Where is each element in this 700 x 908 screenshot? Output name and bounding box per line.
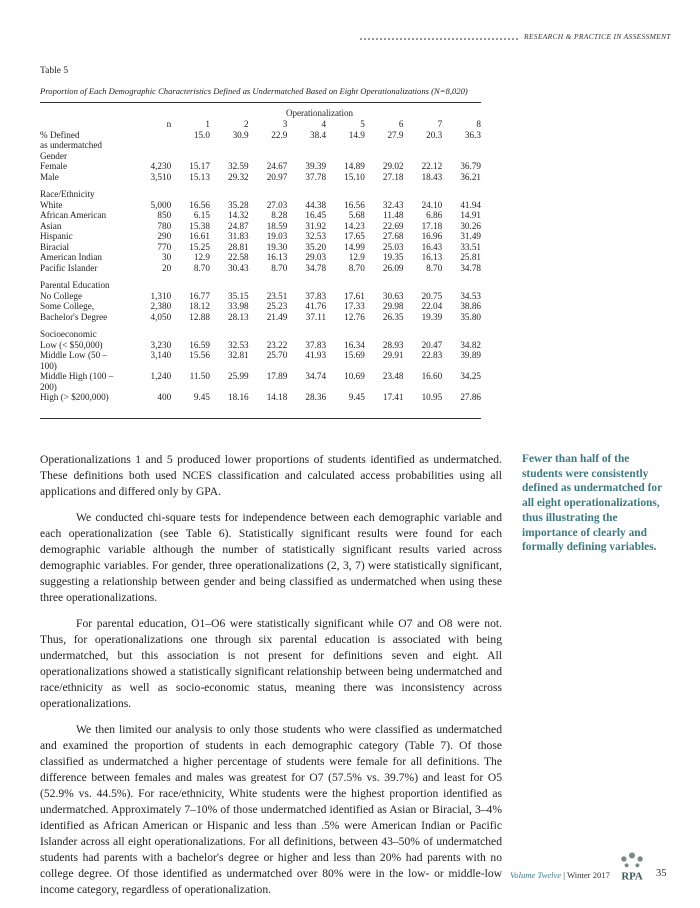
- rpa-logo-icon: [614, 850, 650, 886]
- table-cell: 15.69: [344, 350, 365, 360]
- footer-issue: Winter 2017: [567, 870, 610, 880]
- table-cell: 11.48: [383, 210, 404, 220]
- table-cell-n: 2,380: [150, 301, 172, 311]
- table-cell: 41.93: [305, 350, 327, 360]
- table-cell: 8.70: [348, 262, 365, 273]
- table-cell: 41.94: [460, 199, 481, 210]
- section-header-row: [40, 280, 481, 291]
- table-cell: 34.78: [305, 262, 327, 273]
- table-cell: 30.26: [460, 220, 481, 231]
- table-cell: 23.22: [266, 339, 288, 350]
- table-cell: 27.18: [382, 171, 404, 182]
- table-cell: 24.67: [266, 161, 288, 171]
- table-cell: 28.93: [382, 339, 404, 350]
- table-cell: 29.91: [382, 350, 404, 360]
- table-top-rule: [40, 102, 481, 103]
- table-cell: 23.48: [382, 371, 404, 381]
- table-row-cont: [40, 361, 481, 372]
- table-cell: 39.39: [305, 161, 327, 171]
- table-cell: 5.68: [348, 210, 365, 220]
- gap-cell: [40, 322, 481, 329]
- table-cell: 21.49: [266, 311, 288, 322]
- column-header-row: [40, 119, 481, 130]
- table-cell: 25.23: [266, 301, 288, 311]
- row-label: Male: [40, 171, 59, 182]
- table-cell: 12.88: [189, 311, 210, 322]
- table-cell: 10.95: [421, 392, 443, 402]
- table-cell: 26.35: [382, 311, 404, 322]
- table-cell: 29.98: [382, 301, 404, 311]
- table-cell-n: 5,000: [150, 199, 172, 210]
- table-cell: 14.32: [227, 210, 249, 220]
- body-paragraph: For parental education, O1–O6 were statistically significant while O7 and O8 were not. Thus, for operationalizations one through six parental education is associated with being undermatched, but this association is not present for definitions seven and eight. All operationalizations showed a statistically significant relationship between being undermatched and race/ethnicity as well as socio-economic status, meaning there was inconsistency across operationalizations.: [40, 617, 502, 710]
- table-row: [40, 221, 481, 232]
- column-header: 3: [282, 119, 288, 129]
- table-row: [40, 242, 481, 253]
- table-row: [40, 350, 481, 361]
- table-cell: 18.59: [266, 220, 288, 231]
- table-cell: 33.98: [227, 301, 249, 311]
- table-cell: 16.96: [421, 231, 443, 241]
- table-cell: 37.83: [305, 290, 327, 301]
- body-text: [40, 452, 502, 908]
- table-cell: 12.9: [348, 252, 365, 262]
- table-cell: 15.56: [189, 350, 210, 360]
- row-label: Asian: [40, 220, 62, 231]
- table-cell: 35.28: [227, 199, 249, 210]
- table-cell: 18.43: [421, 171, 443, 182]
- table-cell: 25.81: [460, 252, 481, 262]
- table-cell: 16.77: [189, 290, 210, 301]
- section-gap: [40, 322, 481, 329]
- table-cell: 16.43: [421, 241, 443, 252]
- table-cell: 16.13: [421, 252, 443, 262]
- table-cell: 31.83: [227, 231, 249, 241]
- table-cell: 25.70: [266, 350, 288, 360]
- table-cell: 32.53: [305, 231, 327, 241]
- table-cell: 32.53: [227, 339, 249, 350]
- table-cell: 14.9: [348, 129, 365, 140]
- table-label: Table 5: [40, 66, 69, 76]
- table-cell: 36.79: [460, 161, 481, 171]
- table-row: [40, 231, 481, 242]
- table-cell: 17.18: [421, 220, 443, 231]
- table-cell: 15.38: [189, 220, 210, 231]
- table-cell-n: 770: [157, 241, 172, 252]
- column-header: n: [166, 119, 172, 129]
- table-cell: 27.9: [387, 129, 404, 140]
- table-cell: 12.9: [193, 252, 210, 262]
- row-label: Hispanic: [40, 231, 73, 241]
- table-cell: 19.39: [421, 311, 443, 322]
- table-row: [40, 161, 481, 172]
- column-header: 1: [205, 119, 210, 129]
- column-header: 4: [321, 119, 327, 129]
- table-cell: 39.89: [460, 350, 481, 360]
- table-cell: 24.10: [421, 199, 443, 210]
- table-cell: 30.63: [382, 290, 404, 301]
- table-cell: 16.61: [189, 231, 210, 241]
- table-cell: 17.41: [382, 392, 404, 402]
- table-cell-n: 3,230: [150, 339, 172, 350]
- table-cell: 35.15: [227, 290, 249, 301]
- table-cell: 15.0: [193, 129, 210, 140]
- table-cell: 22.9: [271, 129, 288, 140]
- column-header-blank: [40, 119, 128, 130]
- table-cell: 12.76: [344, 311, 365, 322]
- row-label-cont: as undermatched: [40, 140, 102, 150]
- page-number: 35: [656, 868, 667, 879]
- table-cell: 24.87: [227, 220, 249, 231]
- table-cell-n: 400: [157, 392, 172, 402]
- table-row: [40, 392, 481, 403]
- row-label: Some College,: [40, 301, 95, 311]
- table-row: [40, 371, 481, 382]
- table-cell: 22.69: [382, 220, 404, 231]
- table-cell: 41.76: [305, 301, 327, 311]
- table-cell-n: 780: [157, 220, 172, 231]
- table-cell: 37.78: [305, 171, 327, 182]
- body-paragraph: We then limited our analysis to only those students who were classified as undermatched and examined the proportion of students in each demographic category (Table 7). Of those classified as undermatched a higher percentage of students were female for all definitions. The difference between females and males was greatest for O7 (57.5% vs. 39.7%) and least for O5 (52.9% vs. 44.5%). For race/ethnicity, White students were the highest proportion identified as undermatched. Approximately 7–10% of those undermatched identified as Asian or Biracial, 3–4% identified as African American or Hispanic and less than .5% were American Indian or Pacific Islander across all eight operationalizations. For all definitions, between 43–50% of undermatched students had parents with a bachelor's degree or higher and less than 20% had parents with no college degree. Of those identified as undermatched over 80% were in the low- or middle-low income category, regardless of operationalization.: [40, 723, 502, 896]
- row-label: Bachelor's Degree: [40, 311, 108, 322]
- table-cell: 14.23: [344, 220, 365, 231]
- table-row: [40, 172, 481, 183]
- section-title: Race/Ethnicity: [40, 189, 95, 199]
- operationalization-group-header: Operationalization: [286, 108, 353, 118]
- demographics-table: [40, 119, 481, 403]
- table-cell: 16.59: [189, 339, 210, 350]
- table-cell: 22.04: [421, 301, 443, 311]
- table-cell: 15.10: [344, 171, 365, 182]
- table-cell: 36.21: [460, 171, 481, 182]
- section-title: Gender: [40, 150, 68, 161]
- table-cell: 34.78: [460, 262, 481, 273]
- table-cell: 28.81: [227, 241, 249, 252]
- table-cell: 16.34: [344, 339, 365, 350]
- table-cell-n: 3,140: [150, 350, 172, 360]
- row-label: Pacific Islander: [40, 262, 98, 273]
- gap-cell: [40, 273, 481, 280]
- row-label: Biracial: [40, 241, 70, 252]
- row-label: American Indian: [40, 252, 102, 262]
- table-cell: 17.89: [266, 371, 288, 381]
- table-cell: 17.61: [344, 290, 365, 301]
- table-cell: 8.70: [426, 262, 443, 273]
- table-row: [40, 263, 481, 274]
- table-cell: 9.45: [348, 392, 365, 402]
- table-cell-n: 850: [157, 210, 172, 220]
- table-cell: 25.03: [382, 241, 404, 252]
- table-cell: 8.28: [271, 210, 288, 220]
- table-cell: 32.81: [227, 350, 249, 360]
- column-header: 5: [360, 119, 365, 129]
- section-header-row: [40, 329, 481, 340]
- table-cell: 15.25: [189, 241, 210, 252]
- table-cell: 14.91: [460, 210, 481, 220]
- table-cell: 27.03: [266, 199, 288, 210]
- row-label: Female: [40, 161, 68, 171]
- table-cell: 17.33: [344, 301, 365, 311]
- pct-defined-row-cont: [40, 140, 481, 151]
- column-header: 2: [244, 119, 249, 129]
- table-cell: 25.99: [227, 371, 249, 381]
- section-title: Socioeconomic: [40, 329, 97, 339]
- table-cell: 8.70: [193, 262, 210, 273]
- table-cell: 16.56: [189, 199, 210, 210]
- table-cell: 15.17: [189, 161, 210, 171]
- row-label-cont: 100): [40, 360, 57, 371]
- table-cell: 38.86: [460, 301, 481, 311]
- table-cell: 18.16: [227, 392, 249, 402]
- section-header-row: [40, 189, 481, 200]
- table-cell-n: 20: [162, 262, 172, 273]
- table-cell: 19.35: [382, 252, 404, 262]
- table-row: [40, 301, 481, 312]
- table-cell: 22.12: [421, 161, 443, 171]
- row-label: Low (< $50,000): [40, 339, 103, 350]
- table-cell: 18.12: [189, 301, 210, 311]
- table-cell: 29.32: [227, 171, 249, 182]
- body-paragraph: Operationalizations 1 and 5 produced lower proportions of students identified as undermatched. These definitions both used NCES classification and calculated access probabilities using all applications and differed only by GPA.: [40, 453, 502, 498]
- table-cell: 29.03: [305, 252, 327, 262]
- table-row: [40, 291, 481, 302]
- column-header: 6: [398, 119, 404, 129]
- row-label: African American: [40, 210, 107, 220]
- table-cell: 32.43: [382, 199, 404, 210]
- table-cell: 28.36: [305, 392, 327, 402]
- column-header: 7: [437, 119, 443, 129]
- table-cell: 20.97: [266, 171, 288, 182]
- table-cell: 16.45: [305, 210, 327, 220]
- footer: [510, 870, 610, 880]
- table-cell-n: [128, 130, 171, 141]
- logo-text: RPA: [621, 870, 643, 883]
- row-label: % Defined: [40, 129, 80, 140]
- table-cell: 14.89: [344, 161, 365, 171]
- table-cell: 10.69: [344, 371, 365, 381]
- row-label: No College: [40, 290, 83, 301]
- table-cell: 36.3: [464, 129, 481, 140]
- table-cell: 20.47: [421, 339, 443, 350]
- row-label: Middle High (100 –: [40, 371, 114, 381]
- table-cell: 23.51: [266, 290, 288, 301]
- table-cell: 20.3: [426, 129, 443, 140]
- row-label: White: [40, 199, 63, 210]
- table-cell: 8.70: [271, 262, 288, 273]
- table-cell: 31.49: [460, 231, 481, 241]
- table-row: [40, 252, 481, 263]
- running-header: RESEARCH & PRACTICE IN ASSESSMENT: [524, 32, 671, 41]
- table-cell-n: 1,310: [150, 290, 172, 301]
- table-cell: 17.65: [344, 231, 365, 241]
- table-cell: 37.11: [305, 311, 327, 322]
- column-header: 8: [476, 119, 481, 129]
- table-cell: 16.13: [266, 252, 288, 262]
- table-cell: 34.82: [460, 339, 481, 350]
- table-cell: 29.02: [382, 161, 404, 171]
- table-row-cont: [40, 382, 481, 393]
- table-row: [40, 210, 481, 221]
- table-cell: 11.50: [189, 371, 210, 381]
- table-cell-n: 1,240: [150, 371, 172, 381]
- header-dotted-rule: [360, 38, 518, 40]
- table-caption: Proportion of Each Demographic Characteristics Defined as Undermatched Based on Eight Operationalizations (N=8,020): [40, 86, 468, 96]
- table-cell: 14.18: [266, 392, 288, 402]
- gap-cell: [40, 182, 481, 189]
- table-cell: 33.51: [460, 241, 481, 252]
- pct-defined-row: [40, 130, 481, 141]
- table-cell-n: 30: [162, 252, 172, 262]
- row-label: Middle Low (50 –: [40, 350, 108, 360]
- table-cell: 38.4: [310, 129, 327, 140]
- table-cell: 28.13: [227, 311, 249, 322]
- table-cell: 15.13: [189, 171, 210, 182]
- table-cell-n: 4,230: [150, 161, 172, 171]
- table-cell: 37.83: [305, 339, 327, 350]
- table-cell: 30.9: [232, 129, 249, 140]
- table-cell: 31.92: [305, 220, 327, 231]
- table-cell: 6.15: [193, 210, 210, 220]
- table-cell: 27.68: [382, 231, 404, 241]
- section-title: Parental Education: [40, 280, 110, 290]
- table-bottom-rule: [40, 418, 481, 419]
- footer-volume: Volume Twelve: [510, 870, 562, 880]
- row-label: High (> $200,000): [40, 392, 109, 402]
- body-paragraph: We conducted chi-square tests for independence between each demographic variable and each operationalization (see Table 6). Statistically significant results were found for each demographic variable although the number of statistically significant results varied across demographic variables. For gender, three operationalizations (2, 3, 7) were statistically significant, suggesting a relationship between gender and being classified as undermatched when using these three operationalizations.: [40, 511, 502, 604]
- table-cell: 34.53: [460, 290, 481, 301]
- table-row: [40, 200, 481, 211]
- table-cell-n: 3,510: [150, 171, 172, 182]
- pull-quote: Fewer than half of the students were consistently defined as undermatched for all eight operationalizations, thus illustrating the importance of clearly and formally defining variables.: [522, 453, 662, 554]
- section-header-row: [40, 151, 481, 162]
- table-body: [40, 130, 481, 403]
- table-cell-n: 290: [157, 231, 172, 241]
- table-cell: 6.86: [426, 210, 443, 220]
- table-cell: 19.30: [266, 241, 288, 252]
- table-cell: 35.80: [460, 311, 481, 322]
- table-cell: 19.03: [266, 231, 288, 241]
- table-cell: 34.25: [460, 371, 481, 381]
- footer-separator: |: [561, 870, 568, 880]
- table-cell: 34.74: [305, 371, 327, 381]
- table-cell: 9.45: [193, 392, 210, 402]
- table-cell: 27.86: [460, 392, 481, 402]
- table-cell: 16.60: [421, 371, 443, 381]
- table-cell: 20.75: [421, 290, 443, 301]
- row-label-cont: 200): [40, 381, 57, 392]
- table-cell: 22.58: [227, 252, 249, 262]
- table-cell: 32.59: [227, 161, 249, 171]
- table-row: [40, 340, 481, 351]
- table-cell: 16.56: [344, 199, 365, 210]
- table-cell: 44.38: [305, 199, 327, 210]
- table-cell-n: 4,050: [150, 311, 172, 322]
- table-cell: 14.99: [344, 241, 365, 252]
- table-cell: 22.83: [421, 350, 443, 360]
- table-cell: 35.20: [305, 241, 327, 252]
- section-gap: [40, 273, 481, 280]
- section-gap: [40, 182, 481, 189]
- table-cell: 30.43: [227, 262, 249, 273]
- table-row: [40, 312, 481, 323]
- table-cell: 26.09: [382, 262, 404, 273]
